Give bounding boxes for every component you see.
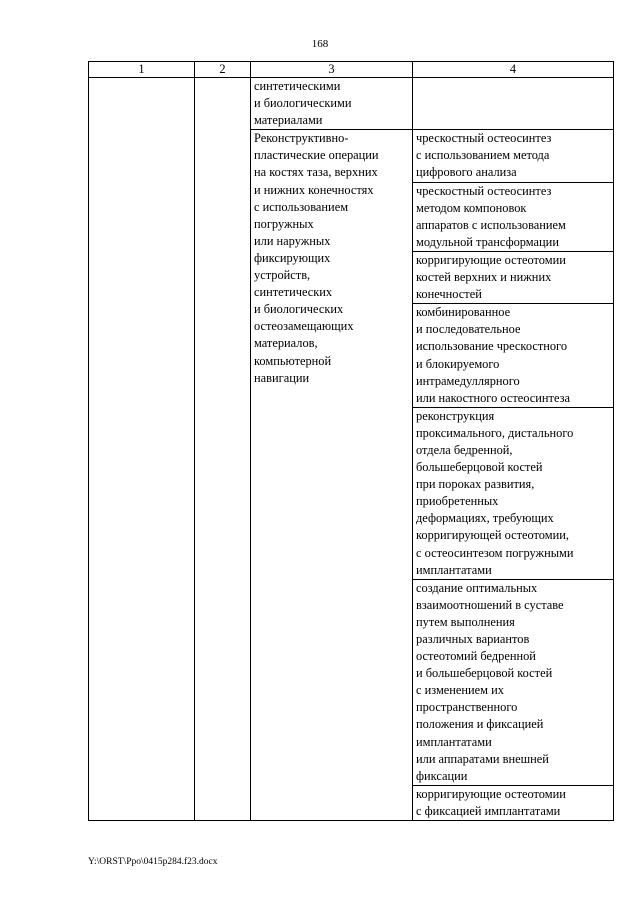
cell-col4	[413, 78, 614, 130]
procedures-table	[88, 61, 614, 821]
cell-text: чрескостный остеосинтез методом компоновок аппаратов с использованием модульной трансформации	[416, 183, 566, 249]
cell-text: корригирующие остеотомии с фиксацией имплантатами	[416, 786, 566, 818]
column-header-1: 1	[89, 62, 195, 78]
cell-col4	[413, 182, 614, 251]
cell-col4	[413, 407, 614, 579]
cell-col4	[413, 785, 614, 820]
table-header-row	[89, 62, 614, 78]
cell-col2	[195, 78, 251, 821]
cell-text: реконструкция проксимального, дистального отдела бедренной, большеберцовой костей при пороках развития, приобретенных деформациях, требующих корригирующей остеотомии, с остеосинтезом погружными имплантатами	[416, 408, 574, 577]
cell-text: синтетическими и биологическими материалами	[254, 79, 352, 128]
column-header-2: 2	[195, 62, 251, 78]
file-path-footer: Y:\ORST\Ppo\0415p284.f23.docx	[88, 857, 218, 867]
cell-col3	[251, 130, 413, 821]
cell-col4	[413, 304, 614, 408]
page-number: 168	[311, 38, 329, 50]
cell-text: корригирующие остеотомии костей верхних и нижних конечностей	[416, 252, 566, 302]
column-header-3: 3	[251, 62, 413, 78]
cell-text: чрескостный остеосинтез с использованием метода цифрового анализа	[416, 131, 552, 180]
cell-col4	[413, 251, 614, 303]
cell-text: создание оптимальных взаимоотношений в суставе путем выполнения различных вариантов остеотомий бедренной и большеберцовой костей с изменением их пространственного положения и фиксацией имплантатами или аппаратами внешней фиксации	[416, 580, 564, 783]
table-row	[89, 78, 614, 130]
cell-text: Реконструктивно- пластические операции на костях таза, верхних и нижних конечностях с использованием погружных или наружных фиксирующих устройств, синтетических и биологических остеозамещающих материалов, компьютерной навигации	[254, 131, 379, 385]
cell-col4	[413, 579, 614, 785]
cell-col4	[413, 130, 614, 182]
cell-col1	[89, 78, 195, 821]
cell-text: комбинированное и последовательное использование чрескостного и блокируемого интрамедуллярного или накостного остеосинтеза	[416, 305, 571, 405]
cell-col3	[251, 78, 413, 130]
column-header-4: 4	[413, 62, 614, 78]
